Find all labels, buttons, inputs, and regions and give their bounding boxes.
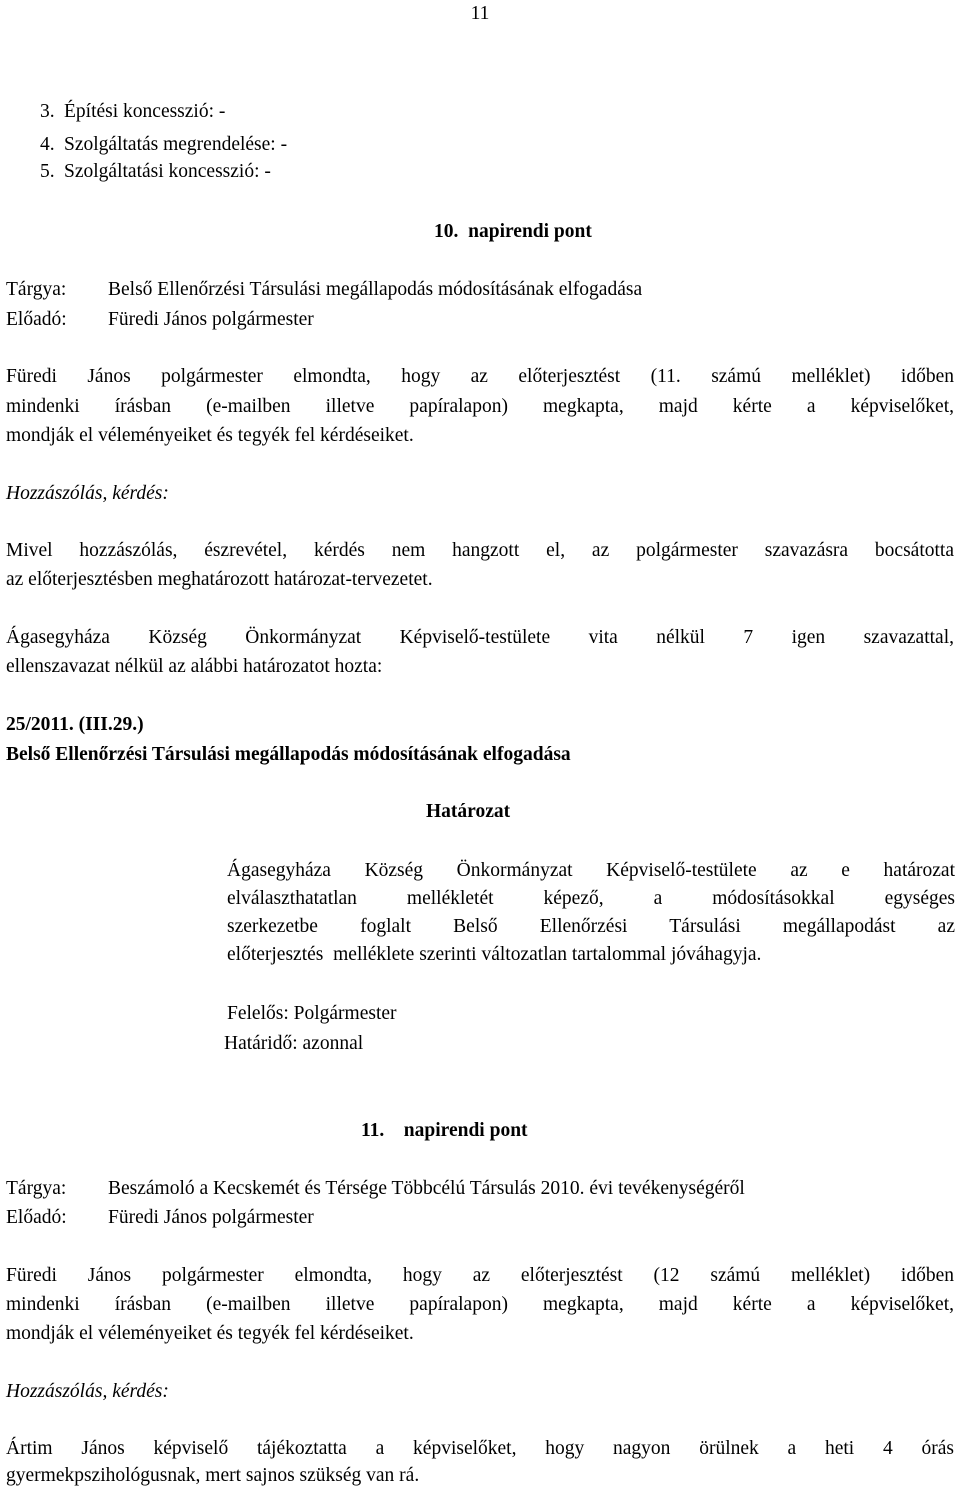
paragraph-line: Ártim János képviselő tájékoztatta a képviselőket, hogy nagyon örülnek a heti 4 órás [6, 1438, 954, 1459]
list-item [40, 158, 271, 186]
subject-text: Belső Ellenőrzési Társulási megállapodás módosításának elfogadása [108, 279, 643, 300]
paragraph-line: Ágasegyháza Község Önkormányzat Képviselő-testülete vita nélkül 7 igen szavazattal, [6, 627, 954, 648]
list-number: 3. [40, 101, 55, 122]
subject-label: Tárgya: [6, 1178, 67, 1199]
paragraph-line: mindenki írásban (e-mailben illetve papíralapon) megkapta, majd kérte a képviselőket, [6, 1294, 954, 1315]
paragraph-line: gyermekpszihológusnak, mert sajnos szükség van rá. [6, 1465, 420, 1486]
paragraph-line: mindenki írásban (e-mailben illetve papíralapon) megkapta, majd kérte a képviselőket, [6, 396, 954, 417]
list-text: Építési koncesszió: - [64, 101, 226, 122]
presenter-text: Füredi János polgármester [108, 309, 314, 330]
resolution-title: Belső Ellenőrzési Társulási megállapodás módosításának elfogadása [6, 744, 571, 765]
subject-row [6, 1175, 745, 1203]
resolution-line: elválaszthatatlan mellékletét képező, a módosításokkal egységes [227, 888, 955, 909]
presenter-row [6, 306, 314, 334]
agenda-heading: 10. napirendi pont [434, 221, 592, 242]
discussion-label: Hozzászólás, kérdés: [6, 483, 169, 504]
agenda-heading: 11. napirendi pont [361, 1120, 528, 1141]
paragraph-line: Mivel hozzászólás, észrevétel, kérdés nem hangzott el, az polgármester szavazásra bocsátotta [6, 540, 954, 561]
list-text: Szolgáltatás megrendelése: - [64, 134, 288, 155]
paragraph-line: Füredi János polgármester elmondta, hogy az előterjesztést (11. számú melléklet) időben [6, 366, 954, 387]
responsible: Felelős: Polgármester [227, 1003, 397, 1024]
resolution-line: Ágasegyháza Község Önkormányzat Képviselő-testülete az e határozat [227, 860, 955, 881]
subject-text: Beszámoló a Kecskemét és Térsége Többcélú Társulás 2010. évi tevékenységéről [108, 1178, 745, 1199]
paragraph-line: Füredi János polgármester elmondta, hogy az előterjesztést (12 számú melléklet) időben [6, 1265, 954, 1286]
paragraph-line: ellenszavazat nélkül az alábbi határozatot hozta: [6, 656, 383, 677]
resolution-line: előterjesztés melléklete szerinti változatlan tartalommal jóváhagyja. [227, 944, 762, 965]
list-item [40, 98, 225, 126]
page-number: 11 [470, 3, 490, 24]
list-number: 4. [40, 134, 55, 155]
presenter-label: Előadó: [6, 309, 67, 330]
list-item [40, 131, 287, 159]
resolution-line: szerkezetbe foglalt Belső Ellenőrzési Társulási megállapodást az [227, 916, 955, 937]
deadline: Határidő: azonnal [224, 1033, 364, 1054]
paragraph-line: mondják el véleményeiket és tegyék fel kérdéseiket. [6, 425, 414, 446]
list-number: 5. [40, 161, 55, 182]
presenter-row [6, 1204, 314, 1232]
subject-label: Tárgya: [6, 279, 67, 300]
presenter-label: Előadó: [6, 1207, 67, 1228]
list-text: Szolgáltatási koncesszió: - [64, 161, 271, 182]
presenter-text: Füredi János polgármester [108, 1207, 314, 1228]
subject-row [6, 276, 642, 304]
paragraph-line: mondják el véleményeiket és tegyék fel kérdéseiket. [6, 1323, 414, 1344]
paragraph-line: az előterjesztésben meghatározott határozat-tervezetet. [6, 569, 433, 590]
discussion-label: Hozzászólás, kérdés: [6, 1381, 169, 1402]
resolution-number: 25/2011. (III.29.) [6, 714, 144, 735]
resolution-heading: Határozat [426, 801, 511, 822]
